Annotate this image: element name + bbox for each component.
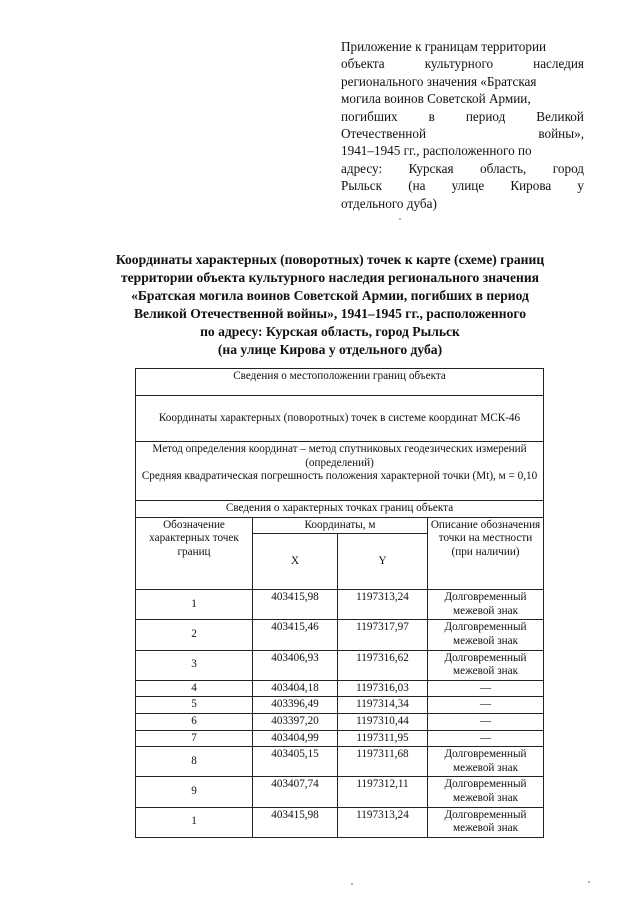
appendix-line [341,160,584,177]
appendix-word: культурного [424,56,494,72]
description-cell: — [428,713,544,730]
y-cell: 1197316,62 [338,650,428,680]
x-cell: 403397,20 [253,713,338,730]
description-cell: Долговременный межевой знак [428,777,544,807]
point-cell: 1 [136,807,253,837]
title-line: Великой Отечественной войны», 1941–1945 гг., расположенного [133,306,527,321]
document-title [60,251,600,359]
appendix-word: (на [408,178,426,194]
appendix-line [341,142,584,159]
description-cell: Долговременный межевой знак [428,807,544,837]
description-cell: Долговременный межевой знак [428,747,544,777]
y-cell: 1197313,24 [338,590,428,620]
description-cell: Долговременный межевой знак [428,620,544,650]
y-cell: 1197317,97 [338,620,428,650]
title-line: (на улице Кирова у отдельного дуба) [217,342,443,357]
point-cell: 7 [136,730,253,747]
y-cell: 1197316,03 [338,680,428,697]
point-cell: 8 [136,747,253,777]
appendix-word: Кирова [510,178,552,194]
table-row [136,680,544,697]
appendix-line [341,195,584,212]
appendix-word: Великой [536,108,584,124]
x-cell: 403404,99 [253,730,338,747]
table-section-row [136,442,544,501]
table-section-row [136,369,544,396]
appendix-line [341,38,584,55]
title-line: Координаты характерных (поворотных) точек к карте (схеме) границ [115,252,545,267]
description-cell: Долговременный межевой знак [428,590,544,620]
appendix-word: Курская [408,160,454,176]
table-row [136,730,544,747]
table-row [136,697,544,714]
y-cell: 1197314,34 [338,697,428,714]
appendix-word: наследия [533,56,584,72]
table-row [136,590,544,620]
appendix-word: у [577,178,584,194]
point-cell: 1 [136,590,253,620]
appendix-word: отдельного дуба) [341,195,437,211]
x-cell: 403415,46 [253,620,338,650]
coordinates-header: Координаты, м [253,517,428,534]
appendix-word: в [428,108,435,124]
y-cell: 1197310,44 [338,713,428,730]
coordinate-system-cell: Координаты характерных (поворотных) точек в системе координат МСК-46 [136,396,544,442]
method-line: Метод определения координат – метод спутниковых геодезических измерений (определений) [152,443,527,469]
title-line: «Братская могила воинов Советской Армии, погибших в период [131,288,529,303]
description-cell: — [428,680,544,697]
x-header: X [253,534,338,590]
appendix-note [341,38,584,212]
table-row [136,777,544,807]
location-section-header: Сведения о местоположении границ объекта [136,369,544,396]
appendix-word: Рыльск [341,178,383,194]
x-cell: 403405,15 [253,747,338,777]
appendix-word: улице [451,178,485,194]
point-cell: 5 [136,697,253,714]
table-section-row [136,396,544,442]
scan-speck [351,883,353,885]
table-row [136,807,544,837]
y-cell: 1197313,24 [338,807,428,837]
x-cell: 403415,98 [253,590,338,620]
point-cell: 4 [136,680,253,697]
x-cell: 403396,49 [253,697,338,714]
appendix-word: объекта [341,56,385,72]
appendix-line [341,73,584,90]
title-line: по адресу: Курская область, город Рыльск [200,324,460,339]
coordinates-table [135,368,544,838]
table-row [136,620,544,650]
x-cell: 403407,74 [253,777,338,807]
table-section-row [136,501,544,518]
appendix-line [341,125,584,142]
description-cell: — [428,730,544,747]
appendix-word: Приложение к границам территории [341,39,547,54]
point-cell: 3 [136,650,253,680]
appendix-word: 1941–1945 гг., расположенного по [341,143,532,159]
appendix-line [341,177,584,194]
y-cell: 1197311,68 [338,747,428,777]
appendix-word: город [552,160,584,176]
appendix-line [341,55,584,72]
table-row [136,713,544,730]
appendix-word: войны», [538,126,584,142]
description-header: Описание обозначения точки на местности (при наличии) [428,517,544,590]
title-line: территории объекта культурного наследия регионального значения [120,270,540,285]
appendix-line [341,108,584,125]
appendix-word: могила воинов Советской Армии, [341,91,531,107]
appendix-word: Отечественной [341,126,427,142]
point-cell: 9 [136,777,253,807]
coordinates-table-body [136,369,544,838]
accuracy-line: Средняя квадратическая погрешность положения характерной точки (Mt), м = 0,10 [141,470,538,483]
y-cell: 1197312,11 [338,777,428,807]
point-cell: 2 [136,620,253,650]
scan-speck [588,881,590,883]
y-header: Y [338,534,428,590]
appendix-word: регионального значения «Братская [341,73,537,89]
x-cell: 403404,18 [253,680,338,697]
appendix-word: период [465,108,506,124]
description-cell: Долговременный межевой знак [428,650,544,680]
points-section-header: Сведения о характерных точках границ объекта [136,501,544,518]
appendix-word: адресу: [341,160,383,176]
point-cell: 6 [136,713,253,730]
x-cell: 403406,93 [253,650,338,680]
y-cell: 1197311,95 [338,730,428,747]
scan-speck [399,218,401,220]
x-cell: 403415,98 [253,807,338,837]
appendix-word: погибших [341,108,398,124]
table-row [136,747,544,777]
method-cell [136,442,544,501]
table-row [136,650,544,680]
designation-header: Обозначение характерных точек границ [136,517,253,590]
table-header-row [136,517,544,534]
description-cell: — [428,697,544,714]
appendix-word: область, [480,160,527,176]
appendix-line [341,90,584,107]
